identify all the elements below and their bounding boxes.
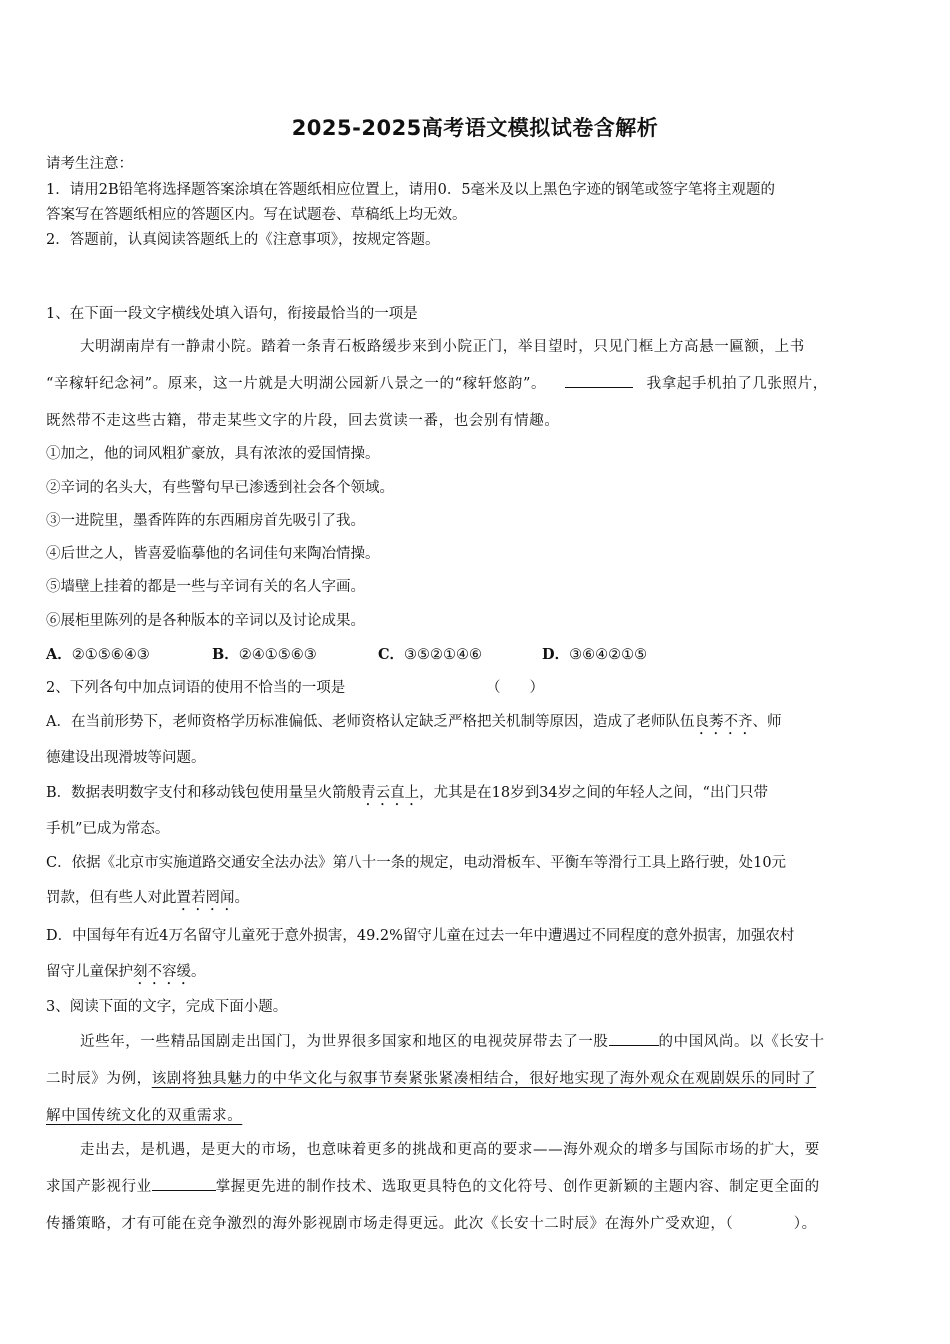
q1-passage-text: “辛稼轩纪念祠”。原来，这一片就是大明湖公园新八景之一的“稼轩悠韵”。 [46, 376, 547, 392]
q3-stem: 3、阅读下面的文字，完成下面小题。 [46, 999, 288, 1015]
q3-passage-line: 近些年，一些精品国剧走出国门，为世界很多国家和地区的电视荧屏带去了一股 的中国风尚。以《长安十 [80, 1030, 904, 1051]
underlined-sentence: 该剧将独具魅力的中华文化与叙事节奏紧张紧凑相结合，很好地实现了海外观众在观剧娱乐的同时了 [151, 1071, 817, 1087]
q1-sentence: ④后世之人，皆喜爱临摹他的名词佳句来陶冶情操。 [46, 546, 380, 562]
dotted-word: 置若罔闻 [176, 890, 235, 906]
dotted-word: 良莠不齐 [694, 714, 753, 730]
q1-sentence: ③一进院里，墨香阵阵的东西厢房首先吸引了我。 [46, 513, 365, 529]
q2-option-a-cont: 德建设出现滑坡等问题。 [46, 750, 206, 766]
dotted-word: 刻不容缓 [133, 964, 191, 980]
notice-item: 答案写在答题纸相应的答题区内。写在试题卷、草稿纸上均无效。 [46, 207, 467, 223]
answer-paren: （ ） [486, 680, 544, 696]
page-title: 2025-2025高考语文模拟试卷含解析 [291, 116, 659, 140]
notice-item: 1．请用2B铅笔将选择题答案涂填在答题纸相应位置上，请用0．5毫米及以上黑色字迹的钢笔或签字笔将主观题的 [46, 182, 776, 198]
fill-blank [609, 1031, 659, 1046]
q3-passage-line: 二时辰》为例，该剧将独具魅力的中华文化与叙事节奏紧张紧凑相结合，很好地实现了海外观众在观剧娱乐的同时了 [46, 1071, 817, 1087]
q3-passage-line [46, 1104, 904, 1125]
q3-passage-line: 传播策略，才有可能在竞争激烈的海外影视剧市场走得更远。此次《长安十二时辰》在海外广受欢迎，（ ）。 [46, 1216, 817, 1232]
q2-option-c[interactable]: C．依据《北京市实施道路交通安全法办法》第八十一条的规定，电动滑板车、平衡车等滑行工具上路行驶，处10元 [46, 855, 787, 871]
option-b[interactable]: B．②④①⑤⑥③ [212, 646, 317, 663]
fill-blank [565, 373, 633, 388]
dotted-word: 青云直上 [361, 785, 420, 801]
q1-passage-text: 我拿起手机拍了几张照片， [646, 376, 828, 392]
q1-sentence: ②辛词的名头大，有些警句早已渗透到社会各个领域。 [46, 480, 394, 496]
q3-passage-line: 走出去，是机遇，是更大的市场，也意味着更多的挑战和更高的要求——海外观众的增多与国际市场的扩大，要 [80, 1142, 820, 1158]
option-d[interactable]: D．③⑥④②①⑤ [542, 646, 648, 663]
q2-stem-line [46, 676, 904, 697]
q1-stem: 1、在下面一段文字横线处填入语句，衔接最恰当的一项是 [46, 306, 418, 322]
notice-heading: 请考生注意： [46, 156, 133, 172]
option-a[interactable]: A．②①⑤⑥④③ [46, 646, 150, 663]
q1-passage-line: 大明湖南岸有一静肃小院。踏着一条青石板路缓步来到小院正门，举目望时，只见门框上方高悬一匾额，上书 [80, 339, 805, 355]
q2-option-d[interactable]: D．中国每年有近4万名留守儿童死于意外损害，49.2%留守儿童在过去一年中遭遇过不同程度的意外损害，加强农村 [46, 928, 795, 944]
q2-option-b[interactable]: B．数据表明数字支付和移动钱包使用量呈火箭般青云直上，尤其是在18岁到34岁之间的年轻人之间，“出门只带 [46, 785, 768, 801]
q1-sentence: ⑥展柜里陈列的是各种版本的辛词以及讨论成果。 [46, 613, 365, 629]
notice-item: 2．答题前，认真阅读答题纸上的《注意事项》，按规定答题。 [46, 232, 440, 248]
fill-blank [152, 1176, 216, 1191]
underlined-sentence: 解中国传统文化的双重需求。 [46, 1108, 243, 1124]
q1-passage-line [46, 372, 904, 393]
q2-option-d-cont: 留守儿童保护刻不容缓。 [46, 964, 206, 980]
q2-option-b-cont: 手机”已成为常态。 [46, 821, 170, 837]
q2-option-a[interactable]: A．在当前形势下，老师资格学历标准偏低、老师资格认定缺乏严格把关机制等原因，造成了老师队伍良莠不齐、师 [46, 714, 782, 730]
q3-passage-line: 求国产影视行业 掌握更先进的制作技术、选取更具特色的文化符号、创作更新颖的主题内容、制定更全面的 [46, 1175, 904, 1196]
q1-sentence: ⑤墙壁上挂着的都是一些与辛词有关的名人字画。 [46, 579, 365, 595]
q2-stem: 2、下列各句中加点词语的使用不恰当的一项是 [46, 680, 346, 696]
q2-option-c-cont: 罚款，但有些人对此置若罔闻。 [46, 890, 249, 906]
q1-sentence: ①加之，他的词风粗犷豪放，具有浓浓的爱国情操。 [46, 446, 380, 462]
option-c[interactable]: C．③⑤②①④⑥ [378, 646, 483, 663]
q1-passage-line: 既然带不走这些古籍，带走某些文字的片段，回去赏读一番，也会别有情趣。 [46, 413, 560, 429]
